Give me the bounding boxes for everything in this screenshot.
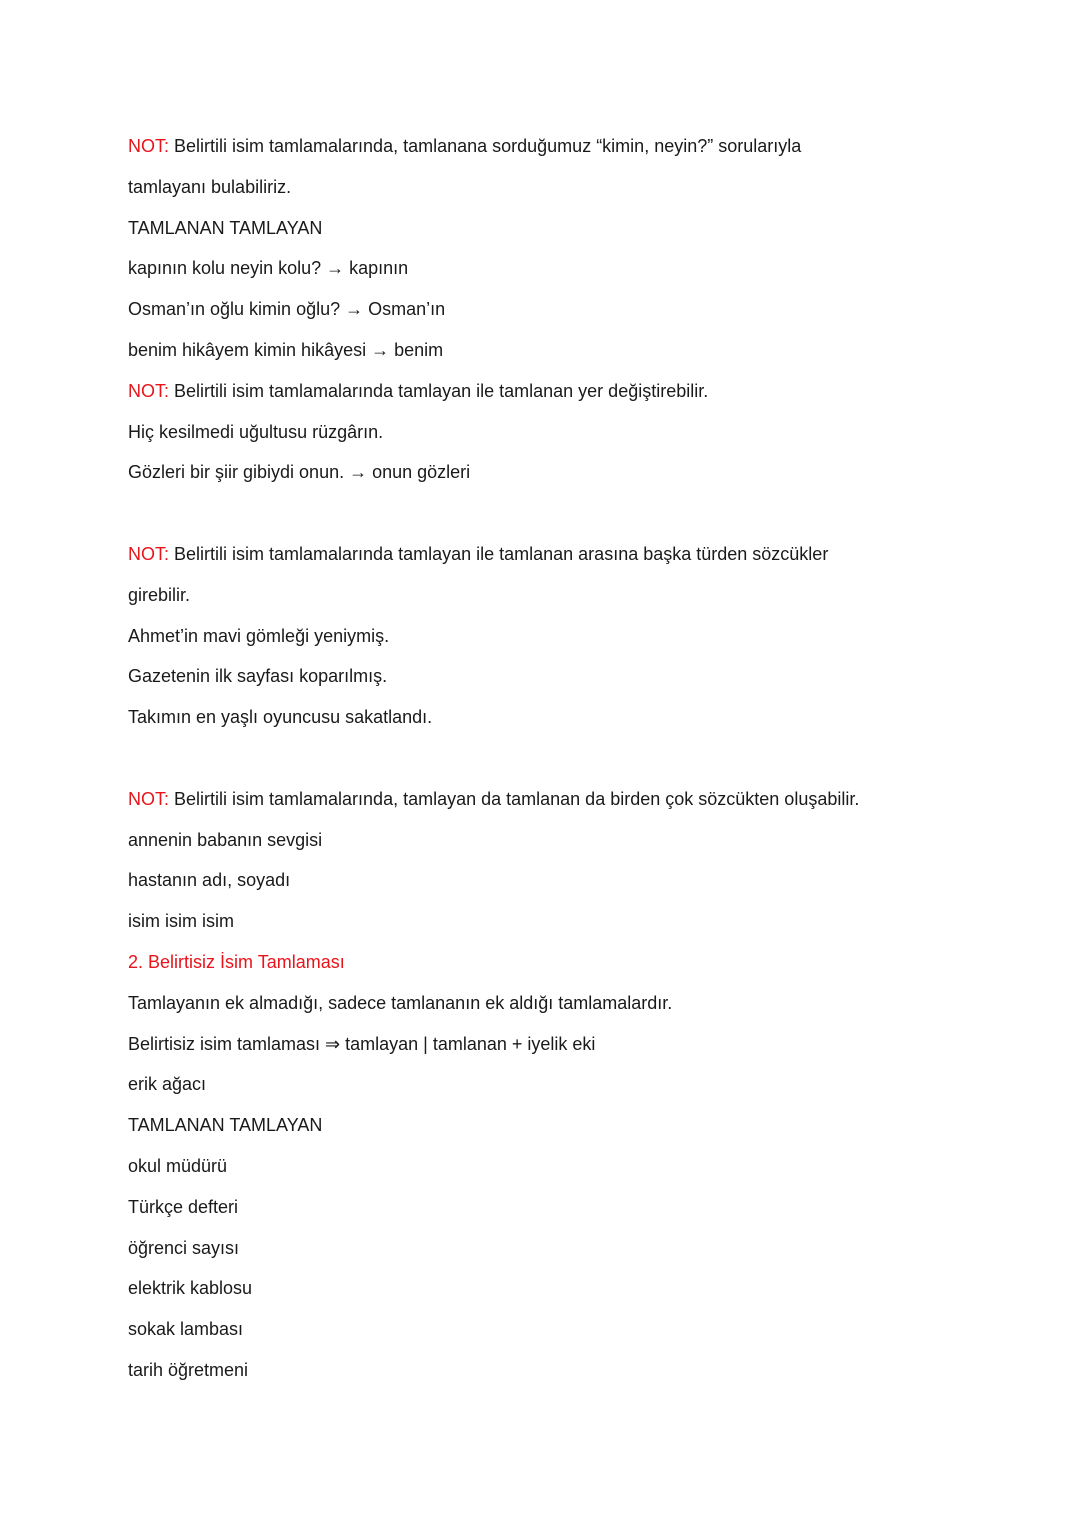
example-line: okul müdürü <box>128 1155 228 1176</box>
example-line: Gazetenin ilk sayfası koparılmış. <box>128 666 388 687</box>
example-line: Takımın en yaşlı oyuncusu sakatlandı. <box>128 707 433 728</box>
example-line: isim isim isim <box>128 911 234 932</box>
note-continuation: girebilir. <box>128 584 191 605</box>
note-text: Belirtili isim tamlamalarında, tamlayan da tamlanan da birden çok sözcükten oluşabilir. <box>169 788 860 809</box>
note-line <box>128 779 1028 820</box>
formula-line: Belirtisiz isim tamlaması ⇒ tamlayan | tamlanan + iyelik eki <box>128 1033 596 1054</box>
section-heading: 2. Belirtisiz İsim Tamlaması <box>128 951 345 972</box>
column-header: TAMLANAN TAMLAYAN <box>128 217 323 238</box>
note-text: Belirtili isim tamlamalarında tamlayan ile tamlanan arasına başka türden sözcükler <box>169 543 829 564</box>
spacer <box>128 738 1028 779</box>
example-line: benim hikâyem kimin hikâyesi → benim <box>128 339 444 360</box>
example-line: Gözleri bir şiir gibiydi onun. → onun gözleri <box>128 462 471 483</box>
example-line: Ahmet’in mavi gömleği yeniymiş. <box>128 625 390 646</box>
example-line: tarih öğretmeni <box>128 1359 249 1380</box>
note-label: NOT: <box>128 380 170 401</box>
example-line: Hiç kesilmedi uğultusu rüzgârın. <box>128 421 384 442</box>
example-line: öğrenci sayısı <box>128 1237 240 1258</box>
example-line: Türkçe defteri <box>128 1196 239 1217</box>
example-line: Osman’ın oğlu kimin oğlu? → Osman’ın <box>128 299 446 320</box>
spacer <box>128 493 1028 534</box>
definition-line: Tamlayanın ek almadığı, sadece tamlananın ek aldığı tamlamalardır. <box>128 992 673 1013</box>
column-header: TAMLANAN TAMLAYAN <box>128 1115 323 1136</box>
example-line: kapının kolu neyin kolu? → kapının <box>128 258 409 279</box>
note-label: NOT: <box>128 136 170 156</box>
note-text: Belirtili isim tamlamalarında tamlayan ile tamlanan yer değiştirebilir. <box>169 380 709 401</box>
note-label: NOT: <box>128 788 170 809</box>
note-line <box>128 534 1028 575</box>
note-line <box>128 371 1028 412</box>
note-continuation: tamlayanı bulabiliriz. <box>128 176 292 197</box>
example-line: erik ağacı <box>128 1074 207 1095</box>
example-line: annenin babanın sevgisi <box>128 829 323 850</box>
example-line: elektrik kablosu <box>128 1278 253 1299</box>
example-line: sokak lambası <box>128 1319 244 1340</box>
note-line <box>128 126 1028 167</box>
document-page <box>128 126 1028 1391</box>
note-text: Belirtili isim tamlamalarında, tamlanana sorduğumuz “kimin, neyin?” sorularıyla <box>169 136 802 156</box>
note-label: NOT: <box>128 543 170 564</box>
example-line: hastanın adı, soyadı <box>128 870 291 891</box>
